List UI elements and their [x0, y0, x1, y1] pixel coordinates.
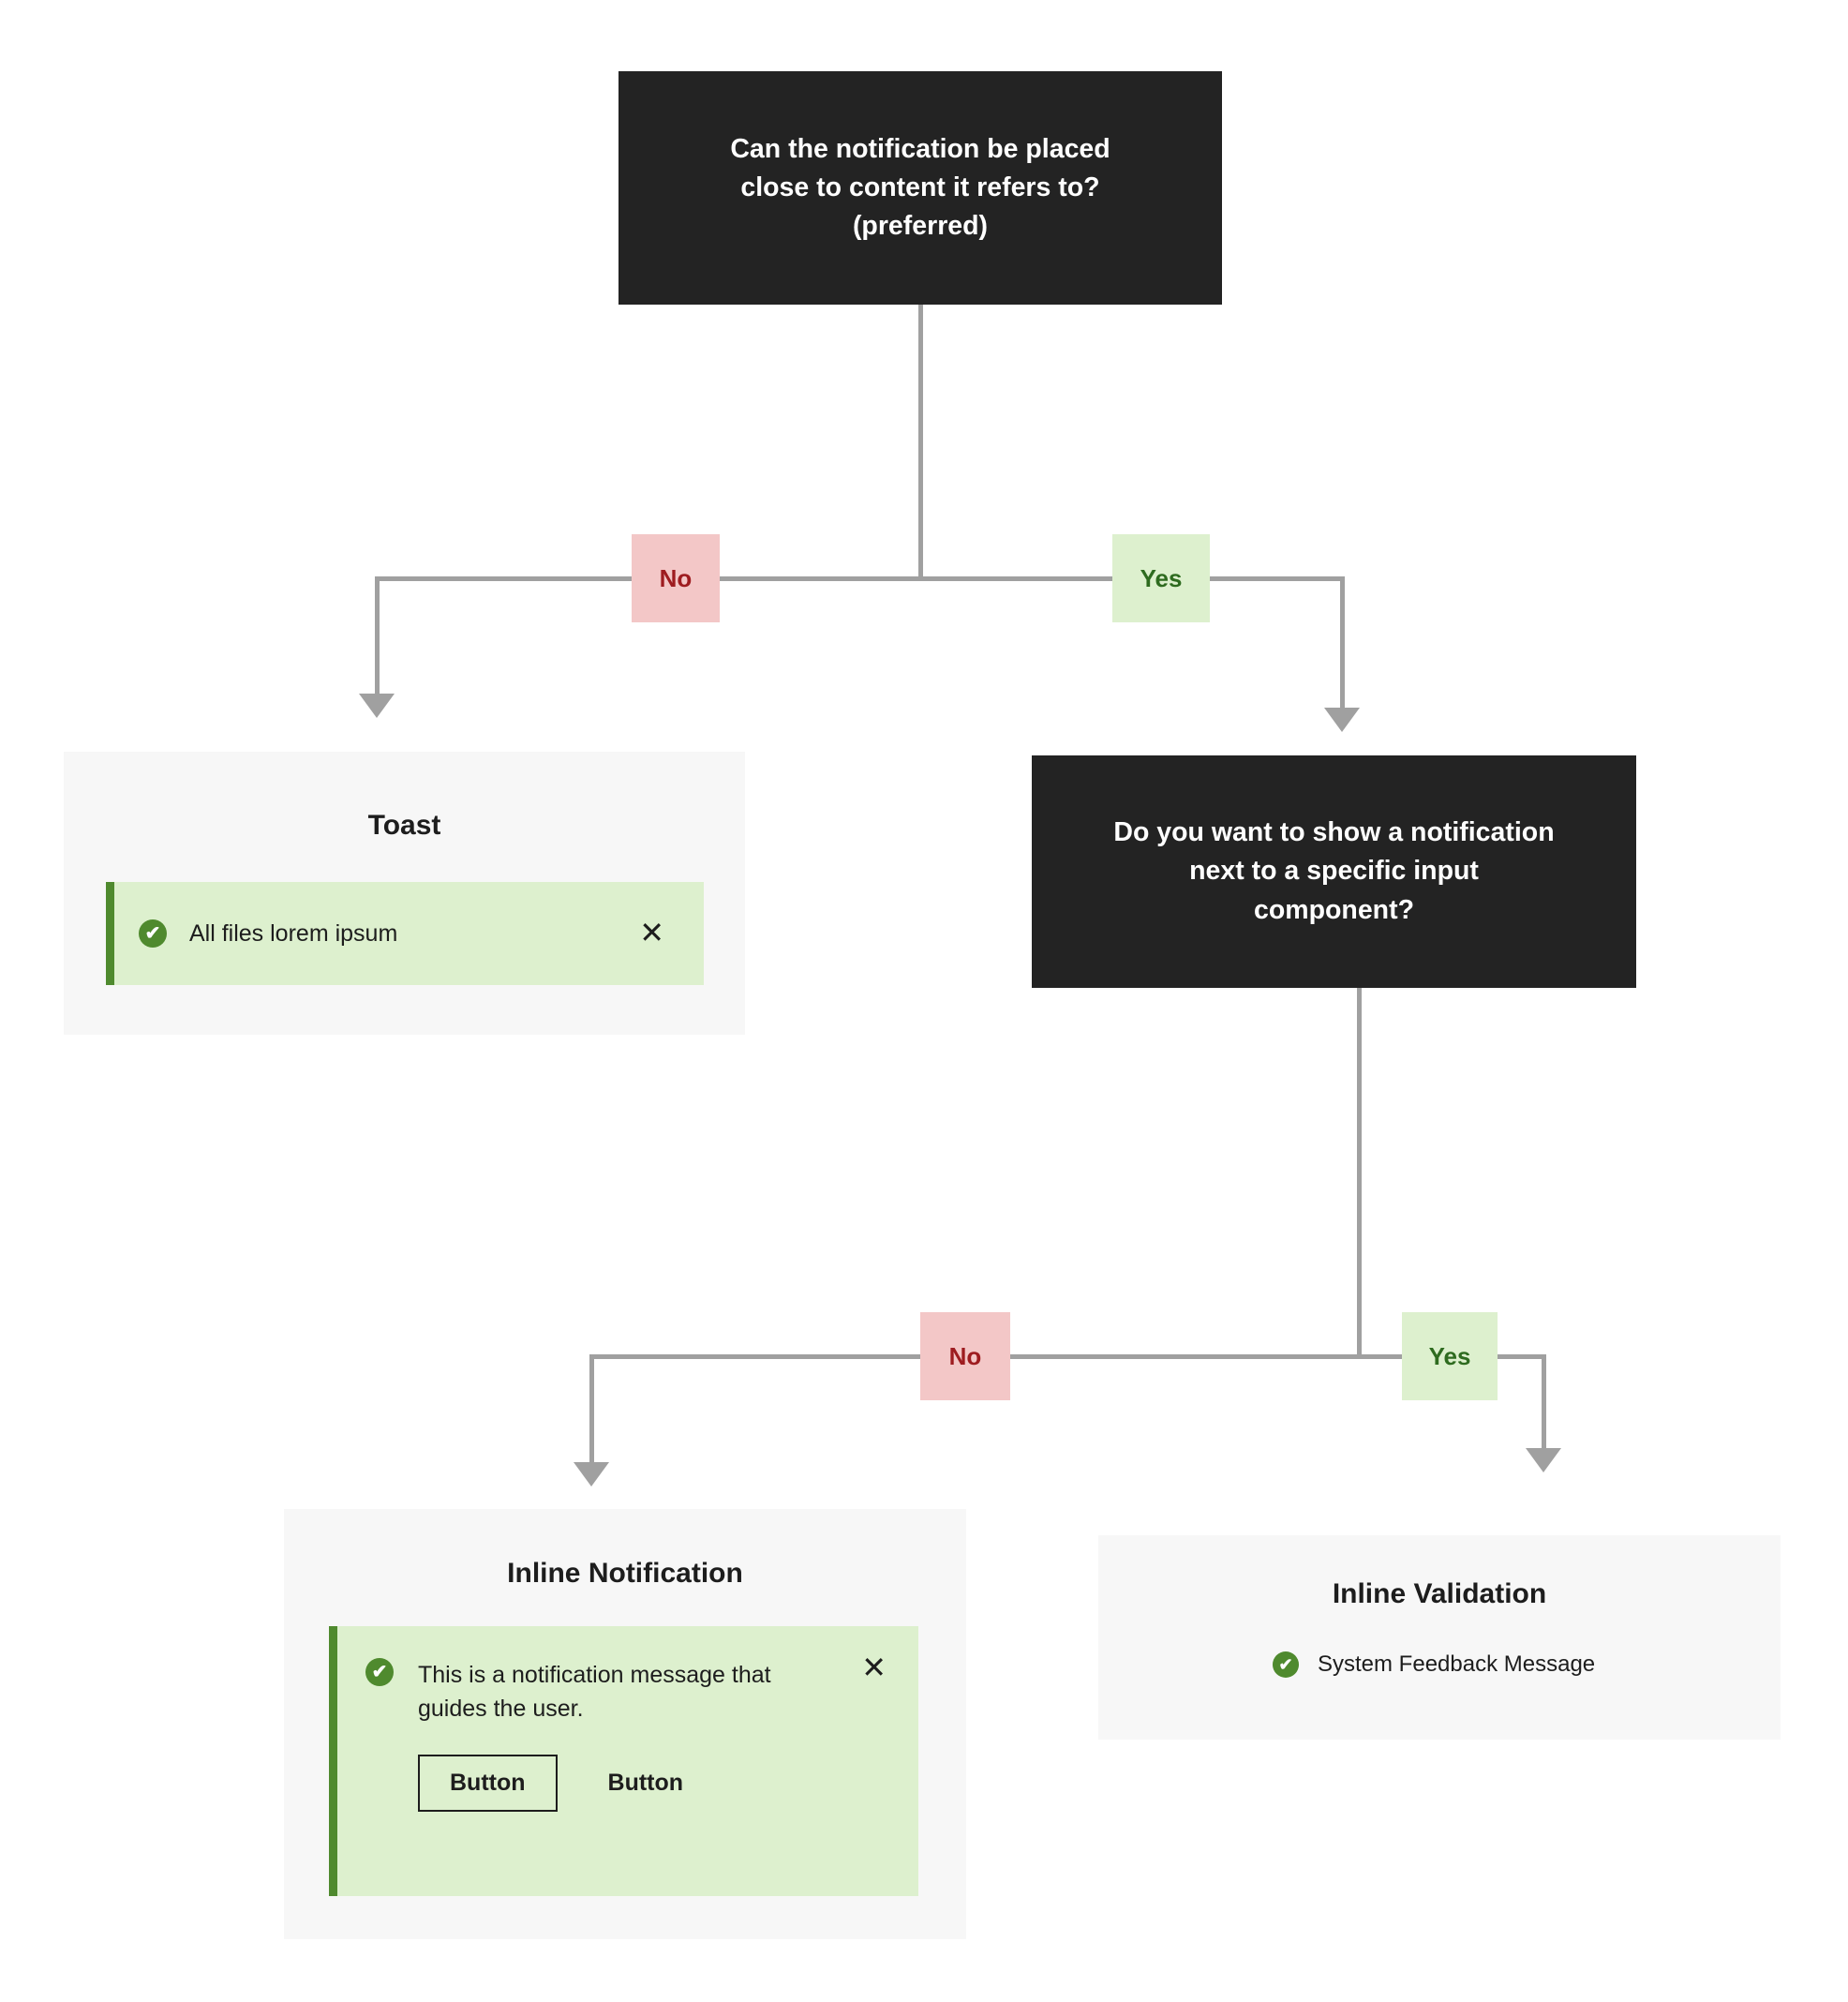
- connector-d2-stem: [1357, 988, 1362, 1356]
- arrow-to-toast: [359, 694, 395, 718]
- panel-inline-validation-title: Inline Validation: [1332, 1578, 1547, 1609]
- inline-notification-message: [418, 1658, 802, 1726]
- close-icon[interactable]: ✕: [861, 1651, 887, 1684]
- decision-1-line-3: (preferred): [852, 211, 989, 242]
- decision-node-placement: [618, 71, 1222, 305]
- toast-notification: [106, 882, 704, 985]
- branch-label-no-2: No: [920, 1312, 1010, 1400]
- inline-notification-message-line-2: that guides the user.: [418, 1662, 771, 1723]
- inline-notification-message-line-1: This is a notification message: [418, 1662, 725, 1688]
- decision-2-line-2: next to a specific input: [1189, 856, 1479, 887]
- success-check-icon: ✔: [1273, 1651, 1299, 1678]
- inline-validation-message-row: [1273, 1651, 1595, 1678]
- connector-d2-no-drop: [589, 1354, 594, 1467]
- decision-2-line-1: Do you want to show a notification: [1113, 817, 1555, 848]
- secondary-button[interactable]: Button: [603, 1769, 690, 1798]
- connector-d1-no-drop: [375, 576, 380, 698]
- decision-1-line-1: Can the notification be placed: [730, 133, 1110, 164]
- close-icon[interactable]: ✕: [639, 916, 664, 949]
- arrow-to-inline-notification: [574, 1462, 609, 1487]
- decision-2-line-3: component?: [1254, 894, 1414, 925]
- success-check-icon: ✔: [139, 919, 167, 948]
- decision-node-input-proximity: [1032, 755, 1636, 988]
- connector-d2-yes-drop: [1542, 1354, 1546, 1453]
- panel-inline-notification-title: Inline Notification: [507, 1558, 743, 1589]
- toast-message: All files lorem ipsum: [189, 919, 398, 947]
- branch-label-yes-1: Yes: [1112, 534, 1210, 622]
- success-check-icon: ✔: [365, 1658, 394, 1686]
- branch-label-no-1: No: [632, 534, 720, 622]
- panel-toast-title: Toast: [367, 810, 441, 841]
- inline-notification-card: [329, 1626, 918, 1896]
- arrow-to-decision-2: [1324, 708, 1360, 732]
- connector-d1-yes-drop: [1340, 576, 1345, 712]
- inline-validation-message: System Feedback Message: [1318, 1651, 1596, 1677]
- inline-notification-row: [365, 1658, 802, 1726]
- primary-button[interactable]: Button: [418, 1755, 558, 1812]
- arrow-to-inline-validation: [1526, 1448, 1561, 1472]
- connector-d1-stem: [918, 305, 923, 578]
- inline-notification-actions: [418, 1755, 689, 1812]
- decision-1-line-2: close to content it refers to?: [740, 172, 1100, 202]
- panel-inline-validation: [1098, 1535, 1781, 1740]
- branch-label-yes-2: Yes: [1402, 1312, 1498, 1400]
